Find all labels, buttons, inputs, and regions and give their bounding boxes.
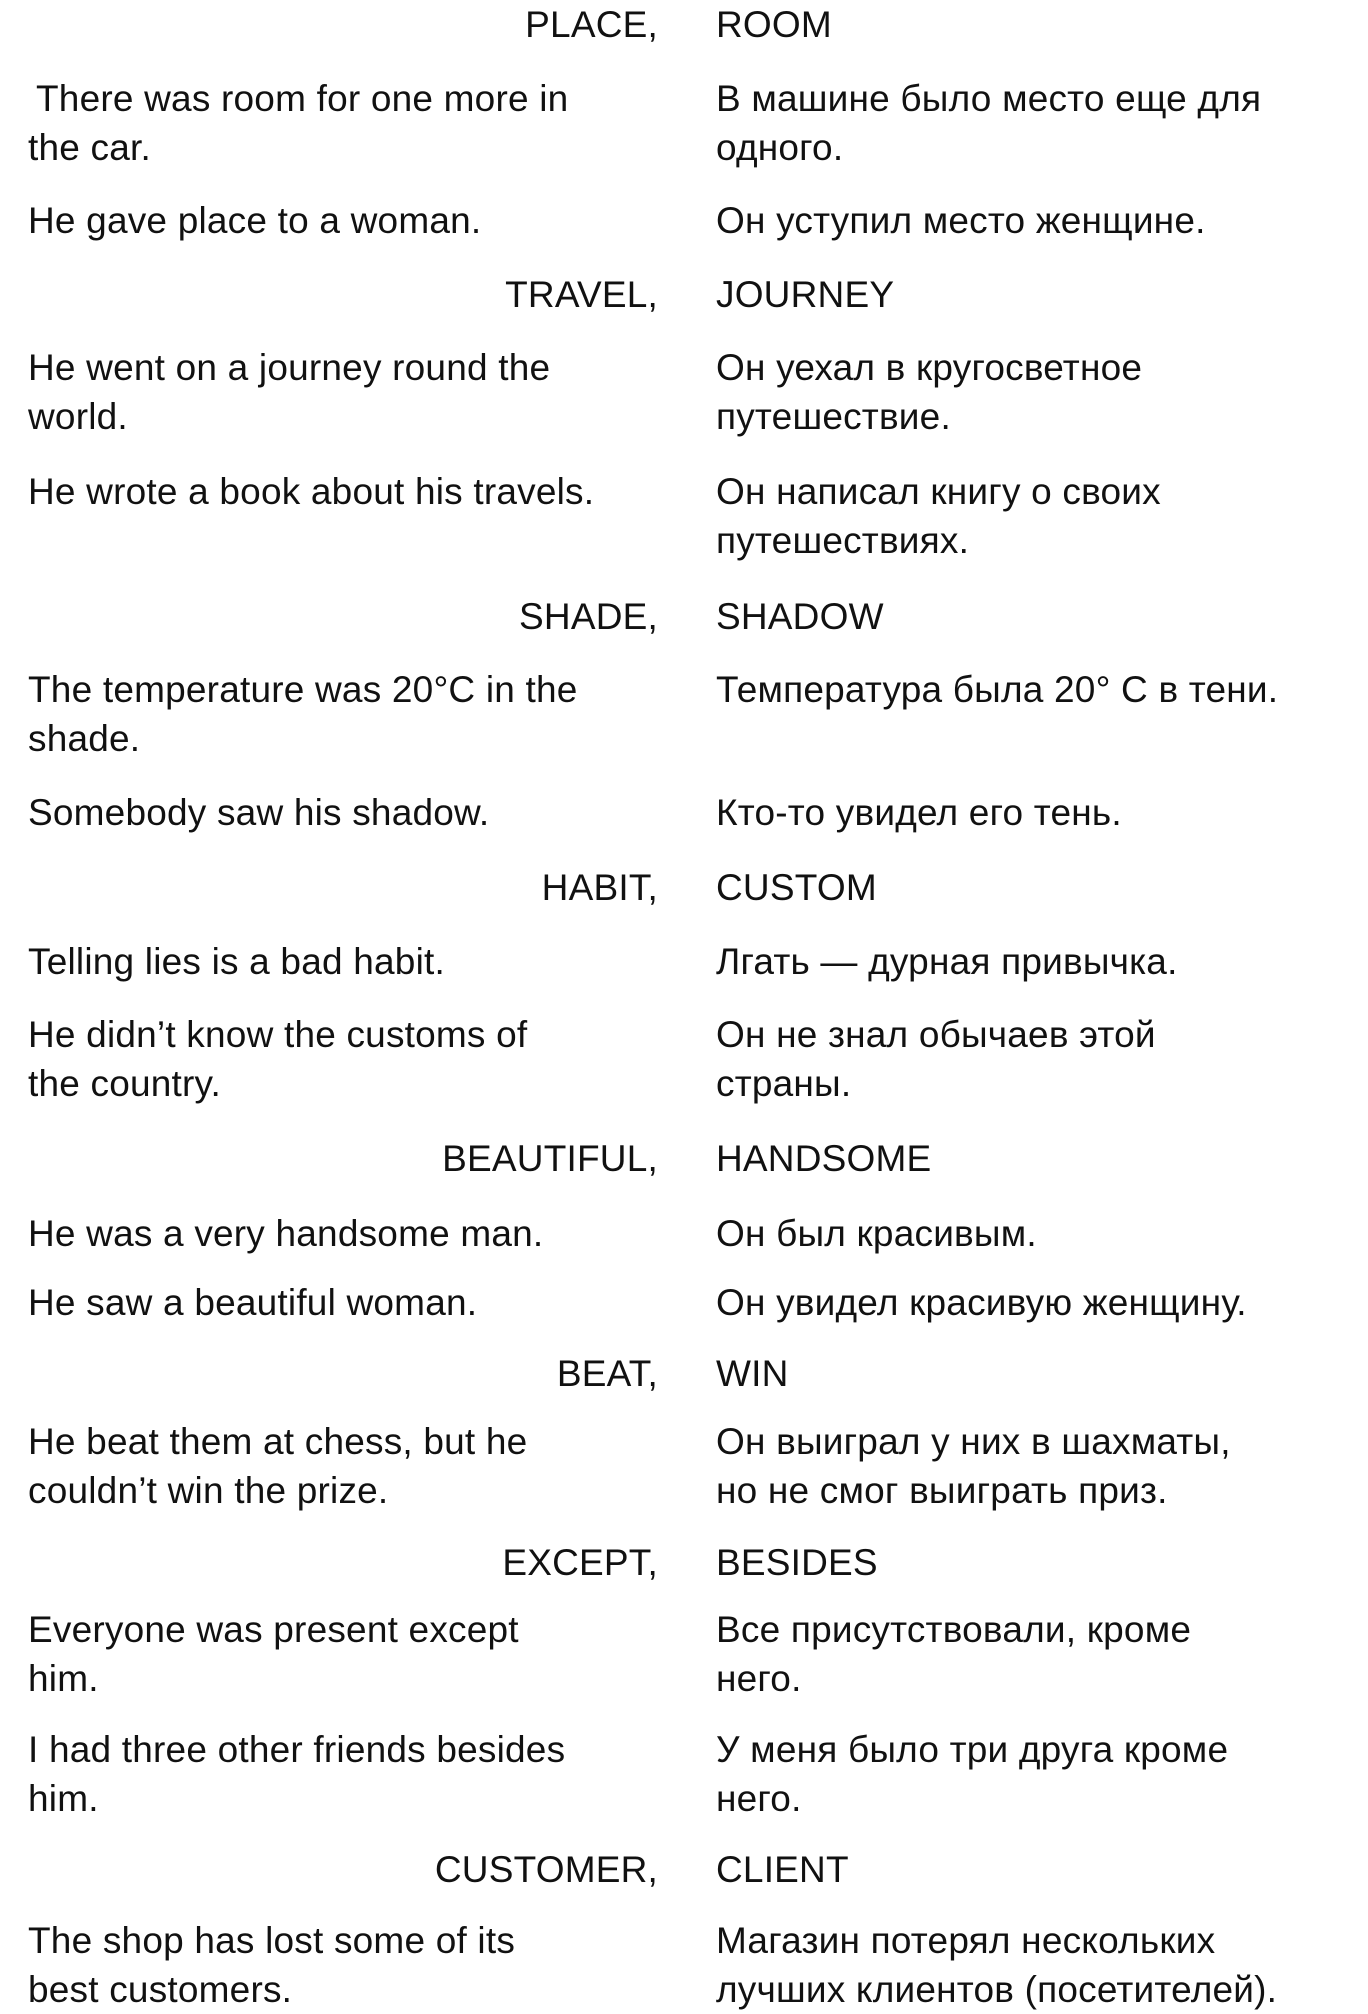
headword-right: SHADOW xyxy=(716,596,884,637)
english-example: He saw a beautiful woman. xyxy=(28,1282,478,1323)
russian-translation: Он увидел красивую женщину. xyxy=(716,1282,1247,1323)
russian-translation: Все присутствовали, кроме него. xyxy=(716,1609,1192,1699)
english-example: He beat them at chess, but he couldn’t win the prize. xyxy=(28,1421,528,1511)
russian-translation: Магазин потерял нескольких лучших клиентов (посетителей). xyxy=(716,1920,1278,2010)
russian-translation: Он был красивым. xyxy=(716,1213,1037,1254)
headword-left: SHADE, xyxy=(519,596,658,637)
english-example: He wrote a book about his travels. xyxy=(28,471,595,512)
russian-translation: Он уехал в кругосветное путешествие. xyxy=(716,347,1143,437)
headword-left: TRAVEL, xyxy=(505,274,658,315)
russian-translation: Он уступил место женщине. xyxy=(716,200,1206,241)
headword-right: ROOM xyxy=(716,4,832,45)
russian-translation: В машине было место еще для одного. xyxy=(716,78,1262,168)
headword-right: CUSTOM xyxy=(716,867,877,908)
headword-left: BEAT, xyxy=(556,1353,658,1394)
english-example: Somebody saw his shadow. xyxy=(28,792,490,833)
russian-translation: Лгать — дурная привычка. xyxy=(716,941,1178,982)
headword-right: CLIENT xyxy=(716,1849,849,1890)
russian-translation: Он выиграл у них в шахматы, но не смог выиграть приз. xyxy=(716,1421,1231,1511)
english-example: Telling lies is a bad habit. xyxy=(28,941,445,982)
english-example: He didn’t know the customs of the country. xyxy=(28,1014,528,1104)
english-example: Everyone was present except him. xyxy=(28,1609,519,1699)
russian-translation: Температура была 20° С в тени. xyxy=(716,669,1279,710)
english-example: The shop has lost some of its best customers. xyxy=(28,1920,516,2010)
headword-right: JOURNEY xyxy=(716,274,895,315)
russian-translation: У меня было три друга кроме него. xyxy=(716,1729,1229,1819)
headword-left: HABIT, xyxy=(541,867,658,908)
headword-right: WIN xyxy=(716,1353,789,1394)
english-example: The temperature was 20°C in the shade. xyxy=(28,669,578,759)
russian-translation: Он написал книгу о своих путешествиях. xyxy=(716,471,1161,561)
russian-translation: Кто-то увидел его тень. xyxy=(716,792,1122,833)
headword-left: BEAUTIFUL, xyxy=(442,1138,658,1179)
headword-left: EXCEPT, xyxy=(502,1542,658,1583)
english-example: There was room for one more in the car. xyxy=(28,78,569,168)
english-example: He went on a journey round the world. xyxy=(28,347,551,437)
english-example: He was a very handsome man. xyxy=(28,1213,544,1254)
russian-translation: Он не знал обычаев этой страны. xyxy=(716,1014,1156,1104)
english-example: I had three other friends besides him. xyxy=(28,1729,566,1819)
headword-right: HANDSOME xyxy=(716,1138,932,1179)
english-example: He gave place to a woman. xyxy=(28,200,482,241)
headword-left: CUSTOMER, xyxy=(434,1849,658,1890)
headword-left: PLACE, xyxy=(525,4,658,45)
headword-right: BESIDES xyxy=(716,1542,878,1583)
